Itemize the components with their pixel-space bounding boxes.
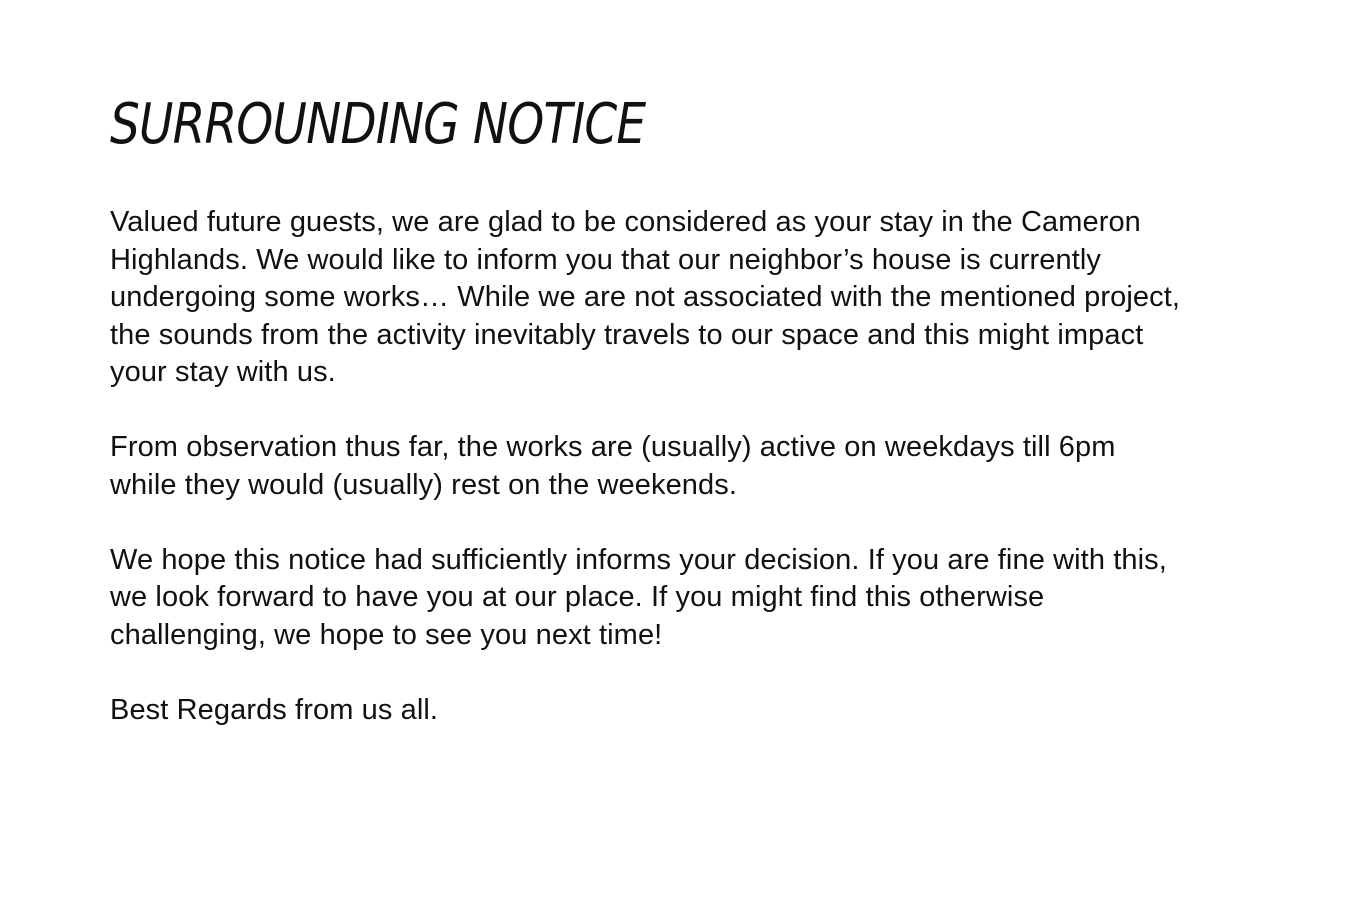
notice-paragraph-intro: Valued future guests, we are glad to be considered as your stay in the Cameron Highlands. We would like to inform you that our neighbor’s house is currently undergoing some works… While we are not associated with the mentioned project, the sounds from the activity inevitably travels to our space and this might impact your stay with us.	[110, 206, 1181, 388]
notice-body	[110, 204, 1230, 729]
surrounding-notice	[110, 88, 1230, 729]
notice-title: SURROUNDING NOTICE	[110, 92, 646, 157]
notice-signoff: Best Regards from us all.	[110, 693, 439, 726]
notice-paragraph-schedule: From observation thus far, the works are (usually) active on weekdays till 6pm while they would (usually) rest on the weekends.	[110, 431, 1116, 501]
notice-paragraph-decision: We hope this notice had sufficiently informs your decision. If you are fine with this, we look forward to have you at our place. If you might find this otherwise challenging, we hope to see you next time!	[110, 543, 1167, 651]
